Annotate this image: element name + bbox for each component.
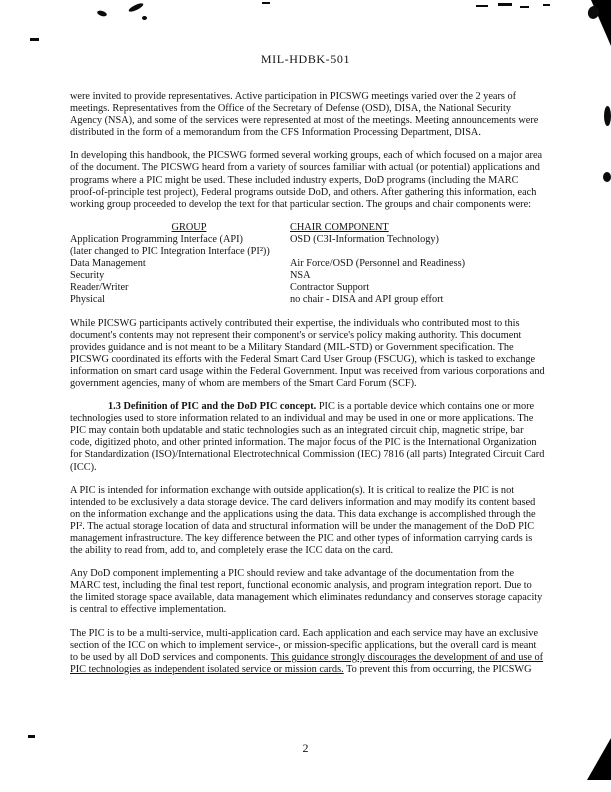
group-cell: Application Programming Interface (API) [70,233,243,245]
final-paragraph-underlined: This guidance strongly discourages the development of and use of PIC technologies as independent isolated service or mission cards. [70,651,544,675]
document-body [70,91,545,676]
chair-cell [290,246,545,258]
chair-cell: Contractor Support [290,282,370,294]
scan-artifact-left-dash [30,38,39,41]
paragraph-definition [70,401,545,474]
scan-artifact-top-dash-3 [498,3,512,6]
scan-artifact-top-dash-2 [476,5,488,7]
chair-header-label: CHAIR COMPONENT [290,221,389,233]
table-row [70,294,545,306]
paragraph-multi-service [70,628,545,676]
paragraph-contributors: While PICSWG participants actively contributed their expertise, the individuals who contributed most to this document's contents may not represent their component's or service's policy making authority. This document provides guidance and is not meant to be a Military Standard (MIL-STD) or Government specification. The PICSWG coordinated its efforts with the Federal Smart Card User Group (FSCUG), which is tasked to exchange information on smart card usage within the Federal Government. Input was received from various corporations and government agencies, many of whom are members of the Smart Card Forum (SCF). [70,317,545,389]
scan-artifact-top-dash-1 [262,2,270,4]
paragraph-marc-documentation: Any DoD component implementing a PIC should review and take advantage of the documentation from the MARC test, including the final test report, functional economic analysis, and program integration report. Due to the limited storage space available, data management which eliminates redundancy and conserves storage capacity is central to effective implementation. [70,568,543,616]
scan-artifact-top-dash-4 [520,6,529,8]
paragraph-working-groups: In developing this handbook, the PICSWG formed several working groups, each of which focused on a major area of the document. The PICSWG heard from a variety of sources familiar with actual (or potential) applications and programs where a PIC might be used. These included industry experts, DoD programs (including the MARC proof-of-principle test project), Federal programs outside DoD, and others. After gathering this information, each working group proceeded to develop the text for that particular section. The groups and chair components were: [70,150,543,210]
table-row [70,246,545,258]
table-row [70,282,545,294]
group-cell: (later changed to PIC Integration Interface (PI²)) [70,246,270,258]
section-1-3-heading: 1.3 Definition of PIC and the DoD PIC concept. [108,401,317,413]
group-cell: Security [70,270,105,282]
scan-artifact-right-edge-1 [604,106,611,126]
group-column-header [70,222,290,234]
chair-column-header [290,222,545,234]
working-groups-table [70,222,545,307]
scan-artifact-top-dash-5 [543,4,550,6]
group-cell: Data Management [70,258,146,270]
scan-artifact-topleft-2 [128,2,145,14]
document-title: MIL-HDBK-501 [260,52,351,66]
table-header-row [70,222,545,234]
table-row [70,234,545,246]
table-row [70,270,545,282]
group-header-label: GROUP [171,221,207,233]
page-number: 2 [302,741,309,755]
chair-cell: no chair - DISA and API group effort [290,294,444,306]
group-cell: Reader/Writer [70,282,129,294]
chair-cell: OSD (C3I-Information Technology) [290,233,439,245]
scan-artifact-topleft-3 [142,16,147,20]
table-row [70,258,545,270]
chair-cell: NSA [290,270,311,282]
final-paragraph-before: The PIC is to be a multi-service, multi-application card. Each application and each service may have an exclusive section of the ICC on which to implement service-, or mission-specific applications, but the overall card is meant to be used by all DoD services and components. [70,627,539,663]
final-paragraph-after: To prevent this from occurring, the PICSWG [346,663,532,675]
paragraph-information-exchange: A PIC is intended for information exchange with outside application(s). It is critical to realize the PIC is not intended to be exclusively a data storage device. The card delivers information and may modify its content based on the information exchange and the applications using the data. This data exchange is accomplished through the PI². The actual storage location of data and structural information will be under the management of the DoD PIC management infrastructure. The key difference between the PIC and other types of information carrying cards is the ability to read from, add to, and completely erase the ICC data on the card. [70,484,536,557]
scan-artifact-right-edge-2 [603,172,611,182]
section-1-3-body: PIC is a portable device which contains one or more technologies used to store information related to an individual and may be used in one or more applications. The PIC may contain both updatable and static technologies such as an integrated circuit chip, magnetic stripe, bar code, digitized photo, and other printed information. The major focus of the PIC is the International Organization for Standardization (ISO)/International Electrotechnical Commission (IEC) 7816 (all parts) Integrated Circuit Card (ICC). [70,401,545,473]
scan-artifact-bottom-left [28,735,35,738]
paragraph-participation: were invited to provide representatives. Active participation in PICSWG meetings varied over the 2 years of meetings. Representatives from the Office of the Secretary of Defense (OSD), DISA, the National Security Agency (NSA), and some of the services were represented at most of the meetings. Meeting announcements were distributed in the form of a memorandum from the CFS Information Processing Department, DISA. [70,91,539,139]
chair-cell: Air Force/OSD (Personnel and Readiness) [290,258,466,270]
group-cell: Physical [70,294,105,306]
scan-artifact-topleft-1 [96,10,107,18]
